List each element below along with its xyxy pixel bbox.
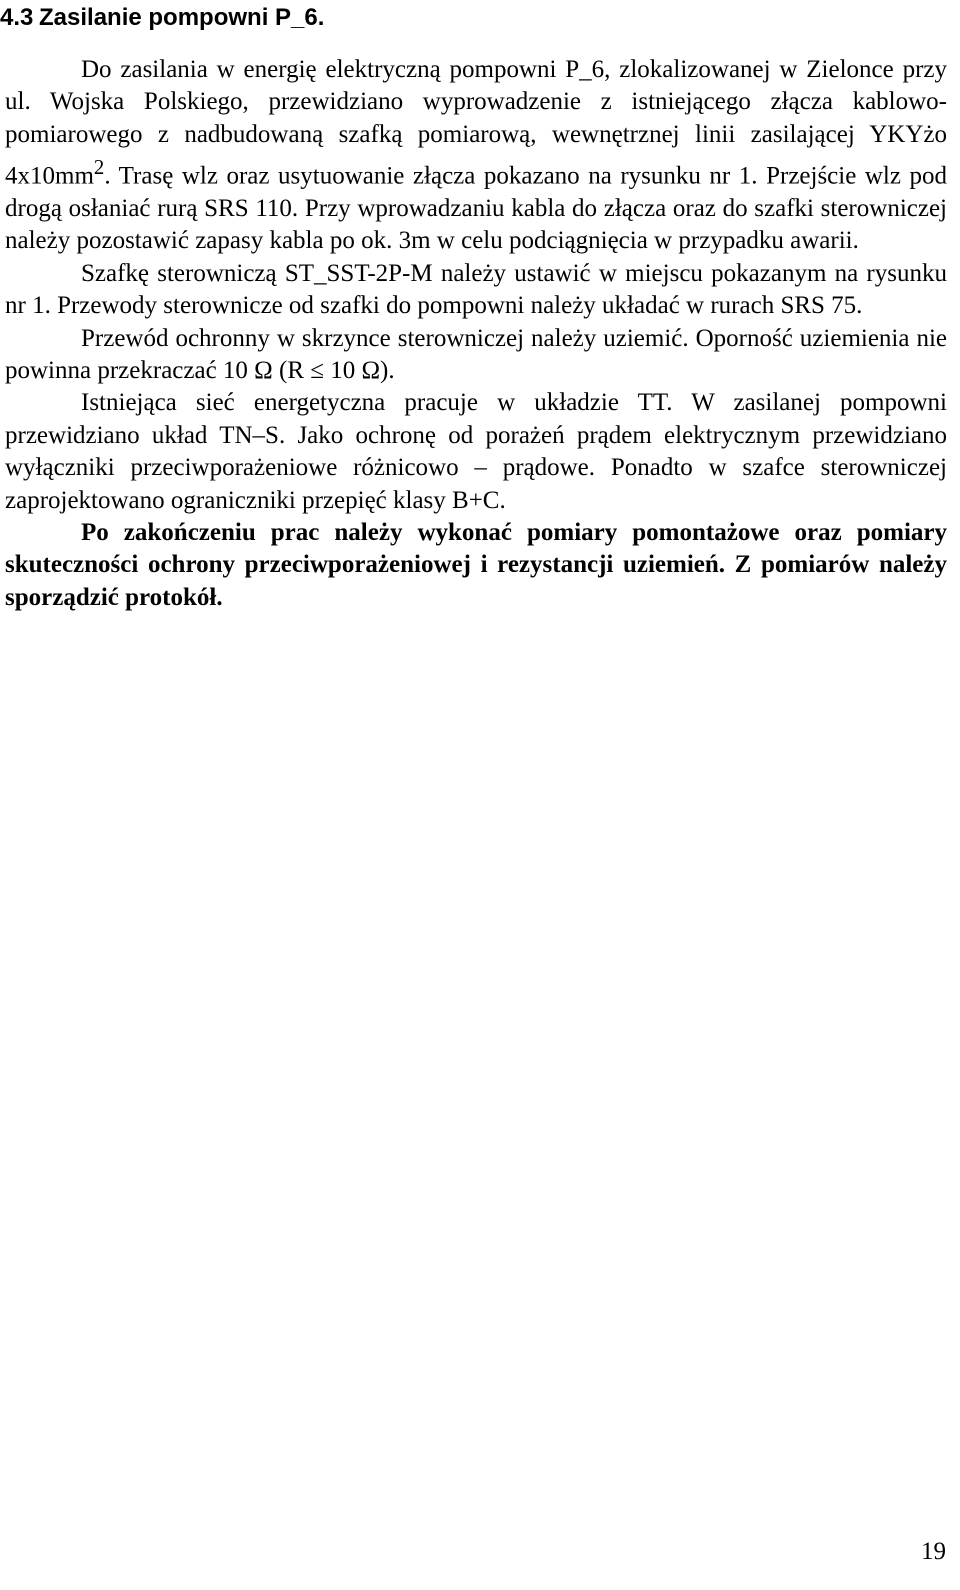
page-number: 19 [921,1538,946,1565]
document-body [5,54,947,614]
section-heading [0,2,324,34]
section-number: 4.3 [0,4,34,31]
superscript: 2 [93,155,105,180]
paragraph-measurements: Po zakończeniu prac należy wykonać pomiary pomontażowe oraz pomiary skuteczności ochrony przeciwporażeniowej i rezystancji uziemień. Z pomiarów należy sporządzić protokół. [5,519,947,611]
paragraph-protection: Istniejąca sieć energetyczna pracuje w układzie TT. W zasilanej pompowni przewidziano układ TN–S. Jako ochronę od porażeń prądem elektrycznym przewidziano wyłączniki przeciwporażeniowe różnicowo – prądowe. Ponadto w szafce sterowniczej zaprojektowano ograniczniki przepięć klasy B+C. [5,389,947,514]
paragraph-control-cabinet: Szafkę sterowniczą ST_SST-2P-M należy ustawić w miejscu pokazanym na rysunku nr 1. Przewody sterownicze od szafki do pompowni należy układać w rurach SRS 75. [5,259,947,320]
section-title: Zasilanie pompowni P_6. [39,4,325,31]
paragraph-text: . Trasę wlz oraz usytuowanie złącza pokazano na rysunku nr 1. Przejście wlz pod drogą osłaniać rurą SRS 110. Przy wprowadzaniu kabla do złącza oraz do szafki sterowniczej należy pozostawić zapasy kabla po ok. 3m w celu podciągnięcia w przypadku awarii. [5,162,947,255]
paragraph-power-supply [5,54,947,258]
paragraph-text: Do zasilania w energię elektryczną pompowni P_6, zlokalizowanej w Zielonce przy ul. Wojska Polskiego, przewidziano wyprowadzenie z istniejącego złącza kablowo-pomiarowego z nadbudowaną szafką pomiarową, wewnętrznej linii zasilającej YKYżo 4x10mm [5,56,947,190]
paragraph-grounding: Przewód ochronny w skrzynce sterowniczej należy uziemić. Oporność uziemienia nie powinna przekraczać 10 Ω (R ≤ 10 Ω). [5,324,947,384]
